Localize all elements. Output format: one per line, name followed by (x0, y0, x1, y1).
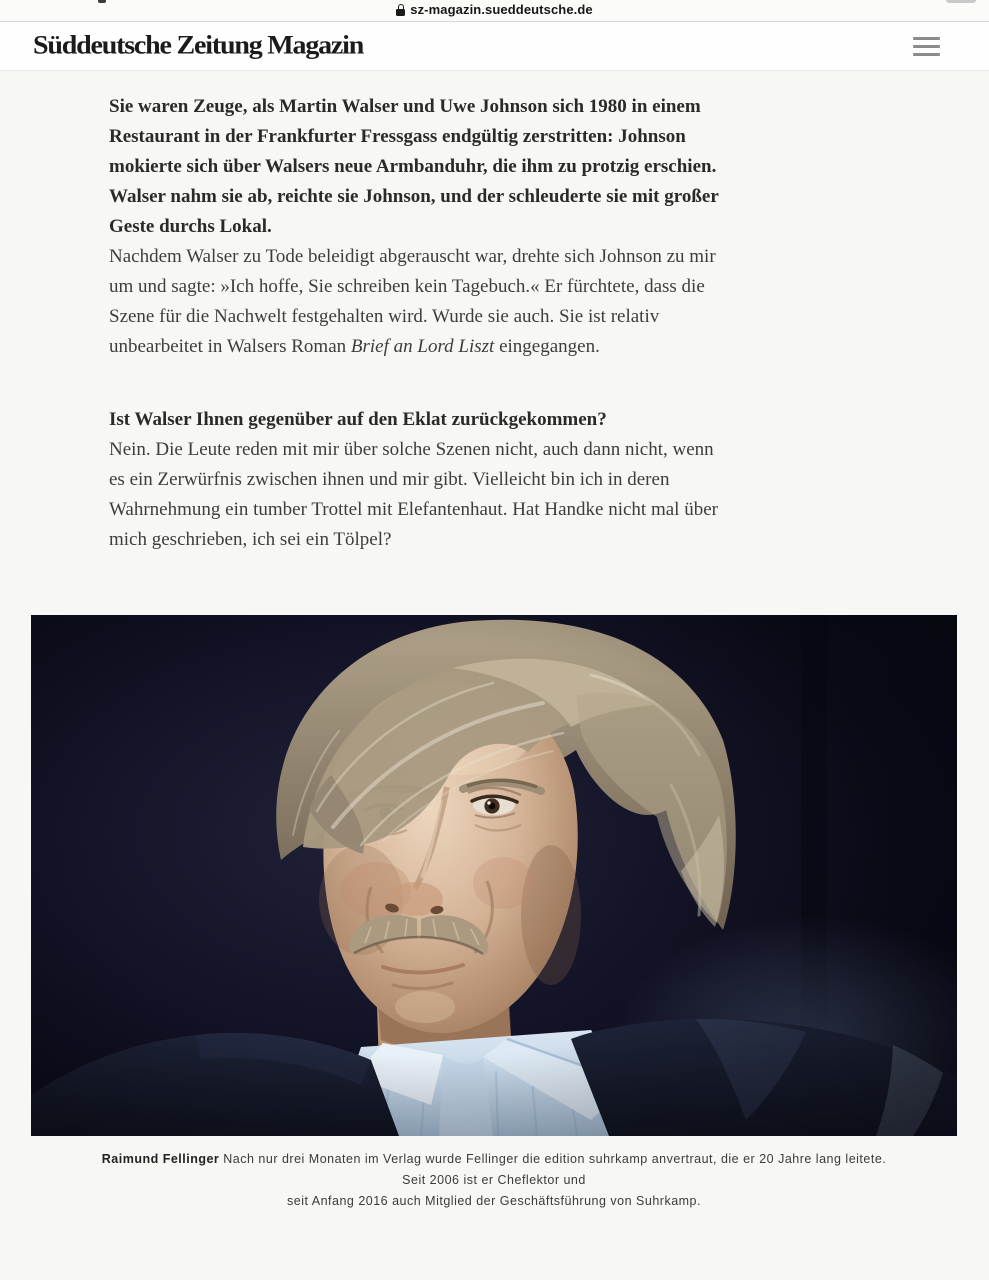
book-title: Brief an Lord Liszt (350, 336, 495, 357)
interview-answer-2: Nein. Die Leute reden mit mir über solche Szenen nicht, auch dann nicht, wenn es ein Zerwürfnis zwischen ihnen und mir gibt. Vielleicht bin ich in deren Wahrnehmung ein tumber Trottel mit Elefantenhaut. Hat Handke nicht mal über mich geschrieben, ich sei ein Tölpel? (109, 439, 718, 550)
address-bar[interactable] (396, 2, 592, 19)
portrait-image (31, 615, 957, 1136)
article-body (109, 71, 727, 555)
padlock-icon (396, 4, 405, 16)
hamburger-menu-icon[interactable] (913, 37, 940, 56)
interview-question-2: Ist Walser Ihnen gegenüber auf den Eklat zurückgekommen? (109, 409, 607, 430)
article-photo (31, 615, 957, 1136)
browser-chrome-bar (0, 0, 989, 22)
site-logo[interactable]: Süddeutsche Zeitung Magazin (33, 30, 364, 61)
answer-1-text: Nachdem Walser zu Tode beleidigt abgerauscht war, drehte sich Johnson zu mir um und sagte: »Ich hoffe, Sie schreiben kein Tagebuch.« Er fürchtete, dass die Szene für die Nachwelt festgehalten wird. Wurde sie auch. Sie ist relativ unbearbeitet in Walsers Roman (109, 246, 716, 357)
browser-chrome-fragment-right (946, 0, 976, 3)
caption-line-2: Seit 2006 ist er Cheflektor und (402, 1173, 586, 1187)
interview-answer-1 (109, 242, 727, 362)
answer-1-text-end: eingegangen. (494, 336, 600, 357)
interview-question-1: Sie waren Zeuge, als Martin Walser und Uwe Johnson sich 1980 in einem Restaurant in der Frankfurter Fressgass endgültig zerstritten: Johnson mokierte sich über Walsers neue Armbanduhr, die ihm zu protzig erschien. Walser nahm sie ab, reichte sie Johnson, und der schleuderte sie mit großer Geste durchs Lokal. (109, 96, 719, 237)
url-text: sz-magazin.sueddeutsche.de (410, 2, 593, 17)
caption-line-1-text: Nach nur drei Monaten im Verlag wurde Fellinger die edition suhrkamp anvertraut, die er 20 Jahre lang leitete. (219, 1152, 887, 1166)
site-header (0, 22, 989, 71)
photo-caption (31, 1149, 957, 1212)
caption-line-3: seit Anfang 2016 auch Mitglied der Geschäftsführung von Suhrkamp. (287, 1194, 701, 1208)
caption-line-1 (31, 1149, 957, 1170)
browser-chrome-fragment-left (98, 0, 106, 3)
caption-person-name: Raimund Fellinger (101, 1152, 220, 1166)
